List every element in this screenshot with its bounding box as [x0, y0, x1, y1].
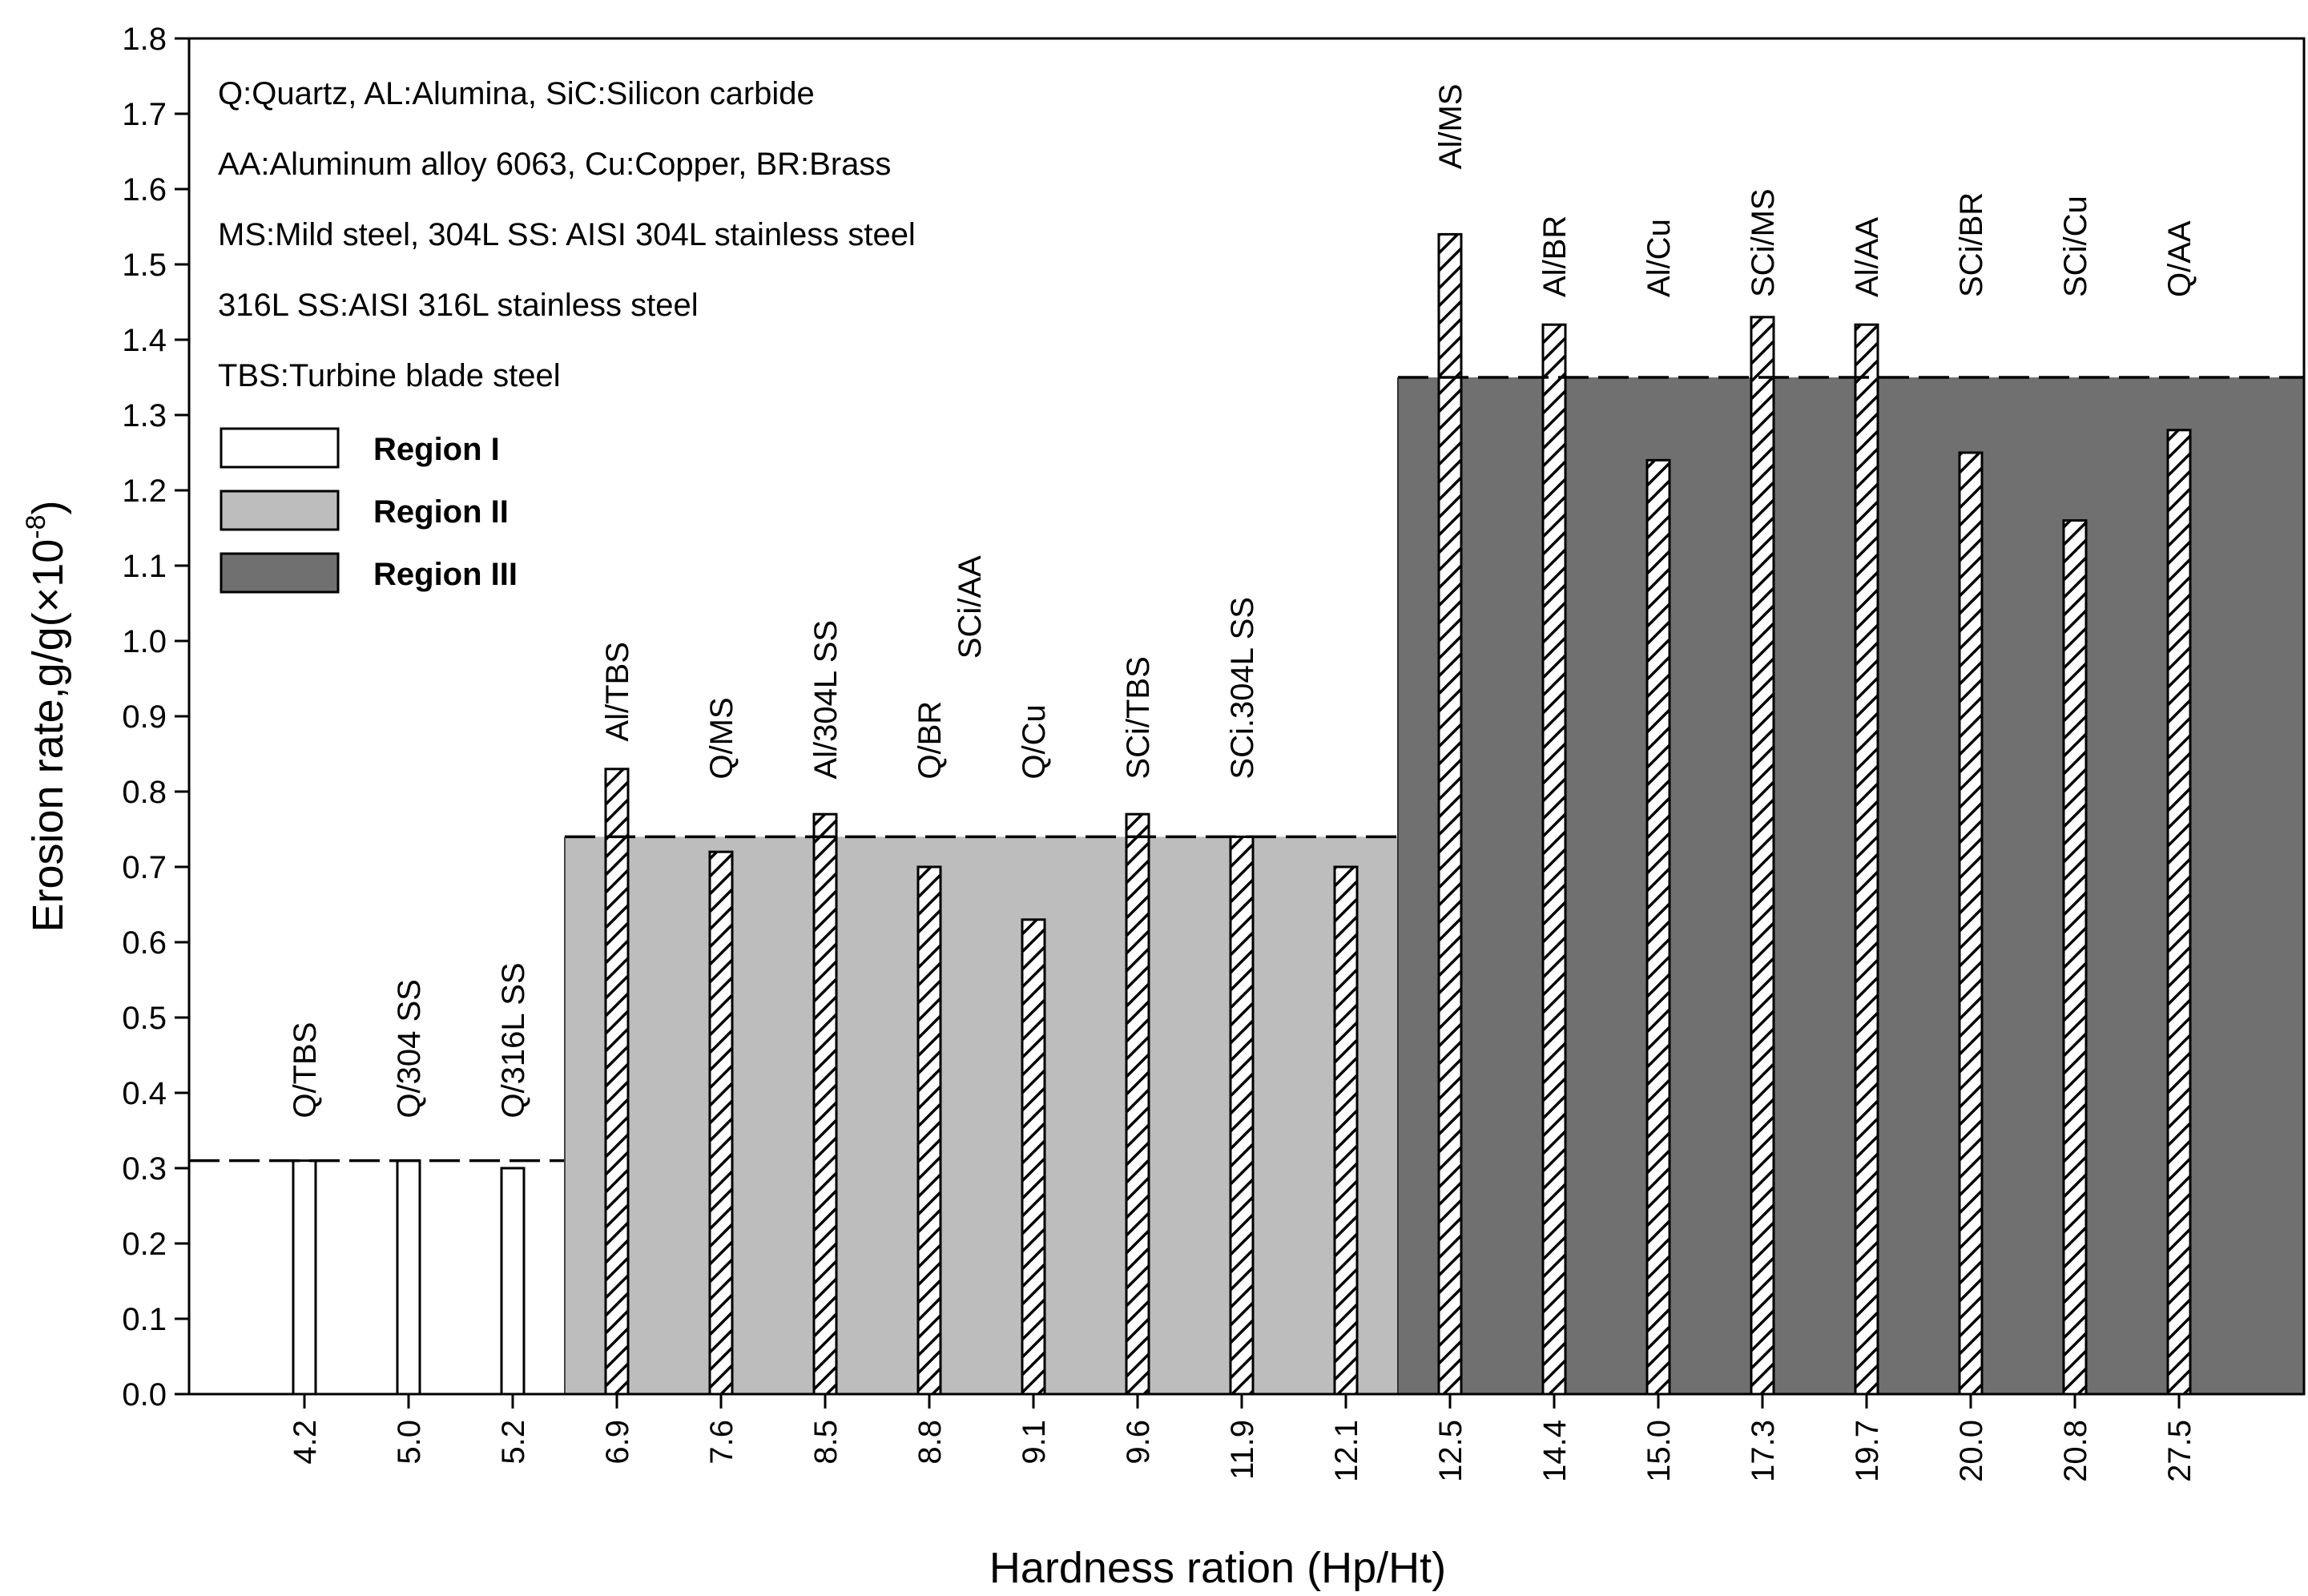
bar-label: SCi/Cu: [2058, 195, 2093, 297]
x-tick-label: 8.5: [808, 1420, 844, 1465]
abbreviation-note: MS:Mild steel, 304L SS: AISI 304L stainless steel: [218, 217, 916, 252]
bar-label: SCi/AA: [953, 555, 988, 659]
bar-label: Q/TBS: [288, 1022, 323, 1118]
bar-6.9: [606, 769, 628, 1394]
y-tick-label: 0.2: [122, 1227, 167, 1262]
legend-label-region-2: Region II: [373, 494, 509, 530]
bar-11.9: [1231, 836, 1253, 1394]
y-tick-label: 1.7: [122, 97, 167, 132]
x-tick-label: 7.6: [704, 1420, 739, 1465]
x-tick-label: 5.2: [496, 1420, 531, 1465]
bar-label: Q/AA: [2162, 220, 2197, 297]
abbreviation-note: 316L SS:AISI 316L stainless steel: [218, 288, 699, 323]
y-tick-label: 0.0: [122, 1377, 167, 1413]
bar-8.5: [814, 814, 836, 1394]
bar-17.3: [1751, 317, 1774, 1394]
bar-7.6: [710, 852, 732, 1394]
region-2-area: [565, 836, 1398, 1394]
x-tick-label: 12.1: [1329, 1420, 1364, 1482]
legend-swatch-region-3: [221, 554, 338, 592]
y-tick-label: 1.1: [122, 549, 167, 584]
x-tick-label: 15.0: [1641, 1420, 1677, 1482]
y-tick-label: 0.4: [122, 1076, 167, 1111]
y-tick-label: 0.9: [122, 699, 167, 735]
bar-20.8: [2064, 521, 2086, 1394]
bar-label: Q/Cu: [1017, 704, 1052, 780]
x-tick-label: 8.8: [912, 1420, 948, 1465]
legend-swatch-region-2: [221, 491, 338, 530]
bar-label: Al/BR: [1537, 215, 1573, 297]
bar-label: SCi.304L SS: [1225, 597, 1260, 780]
legend-swatch-region-1: [221, 429, 338, 467]
bar-5.2: [501, 1168, 524, 1394]
bar-label: Al/MS: [1433, 83, 1468, 170]
x-tick-label: 11.9: [1225, 1420, 1260, 1480]
y-tick-label: 1.8: [122, 22, 167, 57]
y-tick-label: 0.1: [122, 1302, 167, 1337]
y-tick-label: 0.3: [122, 1151, 167, 1187]
x-tick-label: 9.6: [1121, 1420, 1156, 1465]
bar-label: Al/AA: [1850, 216, 1885, 297]
x-tick-label: 4.2: [288, 1420, 323, 1465]
bar-label: Al/TBS: [600, 642, 635, 742]
bar-label: Q/304 SS: [392, 979, 427, 1118]
bar-19.7: [1855, 324, 1878, 1394]
abbreviation-note: Q:Quartz, AL:Alumina, SiC:Silicon carbide: [218, 76, 815, 111]
y-tick-label: 1.5: [122, 248, 167, 283]
y-tick-label: 1.2: [122, 474, 167, 509]
bar-12.1: [1335, 867, 1357, 1394]
y-tick-label: 1.3: [122, 398, 167, 433]
x-tick-label: 20.0: [1954, 1420, 1989, 1482]
y-tick-label: 0.6: [122, 925, 167, 961]
bar-label: Al/304L SS: [808, 619, 844, 780]
bar-20.0: [1960, 453, 1982, 1394]
x-tick-label: 20.8: [2058, 1420, 2093, 1482]
bar-12.5: [1439, 234, 1461, 1394]
y-tick-label: 1.4: [122, 323, 167, 358]
y-tick-label: 1.6: [122, 172, 167, 208]
bar-4.2: [293, 1161, 316, 1394]
abbreviation-note: AA:Aluminum alloy 6063, Cu:Copper, BR:Brass: [218, 147, 892, 182]
bar-label: Al/Cu: [1641, 219, 1677, 297]
x-tick-label: 12.5: [1433, 1420, 1468, 1482]
y-tick-label: 0.8: [122, 775, 167, 810]
bar-9.1: [1022, 920, 1045, 1394]
legend-label-region-1: Region I: [373, 432, 500, 467]
abbreviation-note: TBS:Turbine blade steel: [218, 358, 561, 393]
x-tick-label: 6.9: [600, 1420, 635, 1465]
bar-label: SCi/MS: [1746, 188, 1781, 297]
y-axis-title: Erosion $rate,g/g(\times 10^{-8})$: [21, 500, 72, 933]
bar-label: SCi/TBS: [1121, 656, 1156, 780]
x-tick-label: 9.1: [1017, 1420, 1052, 1465]
bar-14.4: [1543, 324, 1565, 1394]
bar-label: SCi/BR: [1954, 191, 1989, 297]
legend-label-region-3: Region III: [373, 557, 518, 592]
bar-8.8: [918, 867, 941, 1394]
x-tick-label: 17.3: [1746, 1420, 1781, 1482]
y-tick-label: 0.5: [122, 1001, 167, 1036]
bar-9.6: [1126, 814, 1149, 1394]
y-tick-label: 0.7: [122, 850, 167, 885]
y-tick-label: 1.0: [122, 624, 167, 659]
x-tick-label: 5.0: [392, 1420, 427, 1465]
bar-27.5: [2168, 430, 2190, 1394]
bar-label: Q/MS: [704, 697, 739, 780]
bar-5.0: [397, 1161, 420, 1394]
bar-15.0: [1647, 460, 1670, 1394]
x-tick-label: 19.7: [1850, 1420, 1885, 1482]
x-tick-label: 27.5: [2162, 1420, 2197, 1482]
x-tick-label: 14.4: [1537, 1420, 1573, 1482]
bar-label: Q/316L SS: [496, 962, 531, 1118]
x-axis-title: Hardness ration (Hp/Ht): [989, 1544, 1447, 1592]
bar-label: Q/BR: [912, 700, 948, 780]
